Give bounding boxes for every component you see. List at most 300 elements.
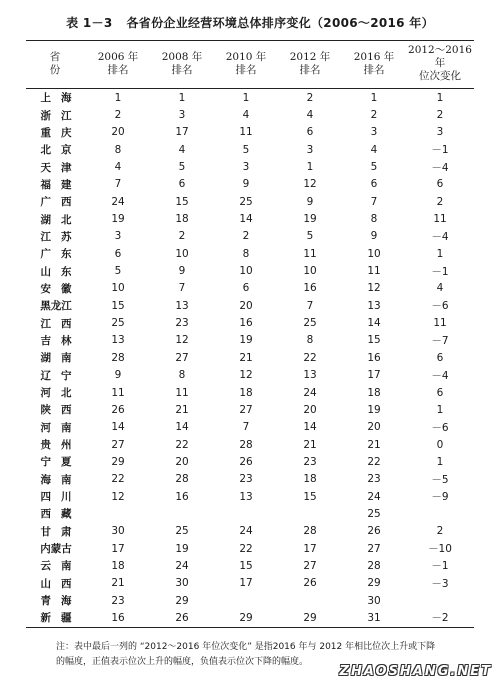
- rank-cell: 15: [111, 299, 125, 312]
- rank-cell: 3: [370, 126, 378, 139]
- rank-cell: 1: [436, 403, 444, 416]
- header-line1: 2010 年: [225, 50, 267, 63]
- rank-cell: 27: [239, 403, 253, 416]
- rank-cell: 6: [436, 351, 444, 364]
- rank-cell: 10: [239, 265, 253, 278]
- province-name: [26, 384, 86, 401]
- rank-cell: －4: [431, 369, 449, 382]
- rank-cell: 7: [370, 195, 378, 208]
- table-title: [0, 14, 500, 31]
- province-name: [26, 176, 86, 193]
- rank-cell: 19: [175, 542, 189, 555]
- rank-cell: 15: [175, 195, 189, 208]
- rank-cell: 2: [178, 230, 186, 243]
- table-row: [26, 124, 474, 141]
- table-row: [26, 297, 474, 314]
- rank-cell: 15: [239, 559, 253, 572]
- rank-cell: 1: [114, 91, 122, 104]
- rank-cell: 13: [367, 299, 381, 312]
- rank-cell: 14: [175, 421, 189, 434]
- rank-cell: 24: [367, 490, 381, 503]
- rank-cell: 23: [367, 473, 381, 486]
- province-label: 浙江: [40, 109, 82, 122]
- header-line1: 2008 年: [161, 50, 203, 63]
- table-row: [26, 141, 474, 158]
- rank-cell: 4: [436, 282, 444, 295]
- table-row: [26, 245, 474, 262]
- rank-cell: 12: [175, 334, 189, 347]
- province-label: 河北: [40, 387, 82, 400]
- province-label: 贵州: [40, 439, 82, 452]
- table-row: [26, 349, 474, 366]
- rank-cell: 22: [175, 438, 189, 451]
- rank-cell: 20: [239, 299, 253, 312]
- rank-cell: 2: [114, 109, 122, 122]
- rank-cell: [278, 505, 342, 522]
- rank-cell: －4: [431, 161, 449, 174]
- rank-cell: 16: [86, 609, 150, 627]
- province-label: 新疆: [40, 612, 82, 625]
- rank-cell: 4: [306, 109, 314, 122]
- rank-cell: 29: [175, 594, 189, 607]
- rank-cell: 4: [242, 109, 250, 122]
- rank-cell: 28: [367, 559, 381, 572]
- rank-cell: 9: [370, 230, 378, 243]
- rank-cell: 3: [436, 126, 444, 139]
- table-row: [26, 488, 474, 505]
- province-label: 广西: [40, 196, 82, 209]
- rank-cell: 8: [370, 213, 378, 226]
- table-row: [26, 453, 474, 470]
- rank-cell: 10: [111, 282, 125, 295]
- footnote-line-2: 的幅度，正值表示位次上升的幅度，负值表示位次下降的幅度。: [56, 657, 309, 667]
- header-line2: 排名: [235, 63, 257, 76]
- rank-cell: 16: [367, 351, 381, 364]
- province-label: 福建: [40, 178, 82, 191]
- province-name: [26, 401, 86, 418]
- header-line2: 排名: [363, 63, 385, 76]
- header-col-4: [278, 41, 342, 89]
- table-row: [26, 540, 474, 557]
- rank-cell: 25: [111, 317, 125, 330]
- rank-cell: 3: [306, 143, 314, 156]
- header-line1: 2012 年: [289, 50, 331, 63]
- table-row: [26, 575, 474, 592]
- rank-cell: 2: [370, 109, 378, 122]
- rank-cell: 1: [436, 247, 444, 260]
- province-label: 山西: [40, 577, 82, 590]
- table-row: [26, 436, 474, 453]
- header-line1: 2012～2016 年: [408, 44, 472, 69]
- rank-cell: 17: [111, 542, 125, 555]
- province-label: 黑龙江: [40, 300, 72, 313]
- rank-cell: 15: [303, 490, 317, 503]
- province-name: [26, 419, 86, 436]
- table-row: [26, 210, 474, 227]
- province-label: 河南: [40, 421, 82, 434]
- rank-cell: 25: [303, 317, 317, 330]
- table-row: [26, 557, 474, 574]
- table-number: 表 1－3: [66, 16, 113, 30]
- header-col-1: [86, 41, 150, 89]
- rank-cell: 11: [367, 265, 381, 278]
- rank-cell: 1: [178, 91, 186, 104]
- rank-cell: 12: [111, 490, 125, 503]
- rank-cell: 6: [436, 178, 444, 191]
- province-label: 湖北: [40, 213, 82, 226]
- rank-cell: 14: [367, 317, 381, 330]
- rank-cell: 13: [239, 490, 253, 503]
- rank-cell: 4: [178, 143, 186, 156]
- rank-cell: －5: [431, 473, 449, 486]
- rank-cell: 24: [111, 195, 125, 208]
- rank-cell: 2: [436, 195, 444, 208]
- rank-cell: 25: [367, 507, 381, 520]
- rank-cell: 17: [239, 577, 253, 590]
- rank-cell: 3: [242, 161, 250, 174]
- table-title-text: 各省份企业经营环境总体排序变化（2006～2016 年）: [126, 16, 434, 30]
- province-name: [26, 367, 86, 384]
- rank-cell: 25: [239, 195, 253, 208]
- rank-cell: 26: [303, 577, 317, 590]
- rank-cell: 5: [306, 230, 314, 243]
- rank-cell: 7: [242, 421, 250, 434]
- rank-cell: 20: [303, 403, 317, 416]
- rank-cell: 22: [239, 542, 253, 555]
- rank-cell: 24: [303, 386, 317, 399]
- rank-cell: 8: [114, 143, 122, 156]
- rank-cell: 29: [111, 455, 125, 468]
- province-name: [26, 314, 86, 331]
- rank-cell: 10: [303, 265, 317, 278]
- rank-cell: 4: [114, 161, 122, 174]
- rank-cell: 6: [436, 386, 444, 399]
- rank-cell: [214, 592, 278, 609]
- rank-cell: 18: [111, 559, 125, 572]
- rank-cell: 20: [111, 126, 125, 139]
- province-name: [26, 471, 86, 488]
- province-name: [26, 540, 86, 557]
- table-row: [26, 609, 474, 627]
- rank-cell: －2: [406, 609, 474, 627]
- rank-cell: －6: [431, 300, 449, 313]
- province-label: 重庆: [40, 126, 82, 139]
- province-label: 广东: [40, 248, 82, 261]
- rank-cell: 28: [239, 438, 253, 451]
- rank-cell: 20: [175, 455, 189, 468]
- rank-cell: 30: [175, 577, 189, 590]
- province-name: [26, 228, 86, 245]
- rank-cell: 9: [242, 178, 250, 191]
- rank-cell: 30: [111, 525, 125, 538]
- rank-cell: 23: [239, 473, 253, 486]
- province-name: [26, 193, 86, 210]
- province-label: 安徽: [40, 282, 82, 295]
- table-row: [26, 176, 474, 193]
- rank-cell: 18: [303, 473, 317, 486]
- header-line1: 2006 年: [97, 50, 139, 63]
- rank-cell: 19: [111, 213, 125, 226]
- rank-cell: 12: [303, 178, 317, 191]
- province-label: 湖南: [40, 352, 82, 365]
- rank-cell: 28: [175, 473, 189, 486]
- footnote-line-1: 注：表中最后一列的 “2012～2016 年位次变化” 是指2016 年与 2012 年相比位次上升或下降: [56, 642, 436, 652]
- rank-cell: 5: [114, 265, 122, 278]
- rank-cell: 22: [367, 455, 381, 468]
- rank-cell: 26: [239, 455, 253, 468]
- rank-cell: 19: [239, 334, 253, 347]
- rank-cell: 10: [367, 247, 381, 260]
- rank-cell: 22: [303, 351, 317, 364]
- province-label: 吉林: [40, 334, 82, 347]
- rank-cell: 11: [303, 247, 317, 260]
- province-name: [26, 210, 86, 227]
- table-row: [26, 384, 474, 401]
- rank-cell: 31: [342, 609, 406, 627]
- table-row: [26, 471, 474, 488]
- province-label: 内蒙古: [40, 543, 72, 556]
- rank-cell: 11: [433, 213, 447, 226]
- rank-cell: 25: [175, 525, 189, 538]
- ranking-table: [26, 40, 474, 628]
- rank-cell: 10: [175, 247, 189, 260]
- province-name: [26, 453, 86, 470]
- rank-cell: [278, 592, 342, 609]
- table-row: [26, 262, 474, 279]
- province-name: [26, 106, 86, 123]
- rank-cell: [406, 505, 474, 522]
- rank-cell: 2: [436, 525, 444, 538]
- province-name: [26, 505, 86, 522]
- rank-cell: 27: [367, 542, 381, 555]
- rank-cell: 21: [303, 438, 317, 451]
- rank-cell: －1: [431, 560, 449, 573]
- province-name: [26, 332, 86, 349]
- rank-cell: 1: [242, 91, 250, 104]
- rank-cell: 6: [306, 126, 314, 139]
- province-label: 甘肃: [40, 525, 82, 538]
- province-label: 西藏: [40, 508, 82, 521]
- rank-cell: 11: [239, 126, 253, 139]
- province-label: 海南: [40, 473, 82, 486]
- rank-cell: [150, 505, 214, 522]
- header-line1: 省 份: [49, 50, 71, 76]
- province-name: [26, 557, 86, 574]
- rank-cell: 21: [175, 403, 189, 416]
- rank-cell: 26: [150, 609, 214, 627]
- rank-cell: [214, 505, 278, 522]
- province-label: 陕西: [40, 404, 82, 417]
- rank-cell: 14: [239, 213, 253, 226]
- rank-cell: 11: [175, 386, 189, 399]
- province-name: [26, 158, 86, 175]
- rank-cell: 29: [367, 577, 381, 590]
- province-name: [26, 124, 86, 141]
- rank-cell: 29: [214, 609, 278, 627]
- rank-cell: －9: [431, 491, 449, 504]
- rank-cell: 27: [111, 438, 125, 451]
- table-row: [26, 280, 474, 297]
- province-name: [26, 141, 86, 158]
- header-line1: 2016 年: [353, 50, 395, 63]
- rank-cell: 3: [114, 230, 122, 243]
- rank-cell: 23: [303, 455, 317, 468]
- table-row: [26, 592, 474, 609]
- province-name: [26, 89, 86, 107]
- rank-cell: 12: [367, 282, 381, 295]
- rank-cell: 16: [239, 317, 253, 330]
- rank-cell: －3: [431, 577, 449, 590]
- rank-cell: 27: [175, 351, 189, 364]
- province-label: 青海: [40, 595, 82, 608]
- rank-cell: 17: [367, 369, 381, 382]
- province-name: [26, 575, 86, 592]
- province-label: 宁夏: [40, 456, 82, 469]
- header-col-2: [150, 41, 214, 89]
- header-row: [26, 41, 474, 89]
- rank-cell: 17: [303, 542, 317, 555]
- province-name: [26, 592, 86, 609]
- watermark-logo: ZHAOSHANG.NET: [339, 664, 492, 679]
- province-name: [26, 280, 86, 297]
- header-col-5: [342, 41, 406, 89]
- province-label: 江苏: [40, 230, 82, 243]
- province-label: 天津: [40, 161, 82, 174]
- header-col-3: [214, 41, 278, 89]
- rank-cell: 5: [178, 161, 186, 174]
- table-row: [26, 106, 474, 123]
- table-body: [26, 89, 474, 628]
- province-label: 山东: [40, 265, 82, 278]
- rank-cell: 7: [178, 282, 186, 295]
- rank-cell: 9: [114, 369, 122, 382]
- rank-cell: 20: [367, 421, 381, 434]
- rank-cell: 6: [242, 282, 250, 295]
- rank-cell: [406, 592, 474, 609]
- table-row: [26, 523, 474, 540]
- province-label: 四川: [40, 491, 82, 504]
- rank-cell: 18: [175, 213, 189, 226]
- header-province: [26, 41, 86, 89]
- table-row: [26, 228, 474, 245]
- header-col-6: [406, 41, 474, 89]
- rank-cell: 30: [367, 594, 381, 607]
- rank-cell: 14: [303, 421, 317, 434]
- rank-cell: －10: [428, 543, 452, 556]
- province-label: 辽宁: [40, 369, 82, 382]
- rank-cell: 2: [242, 230, 250, 243]
- rank-cell: 13: [111, 334, 125, 347]
- rank-cell: 17: [175, 126, 189, 139]
- rank-cell: －4: [431, 230, 449, 243]
- province-name: [26, 297, 86, 314]
- rank-cell: 11: [111, 386, 125, 399]
- header-line2: 排名: [299, 63, 321, 76]
- province-label: 云南: [40, 560, 82, 573]
- rank-cell: 7: [306, 299, 314, 312]
- rank-cell: 0: [436, 438, 444, 451]
- rank-cell: 23: [175, 317, 189, 330]
- rank-cell: 6: [370, 178, 378, 191]
- rank-cell: 5: [242, 143, 250, 156]
- rank-cell: 1: [436, 455, 444, 468]
- province-name: [26, 349, 86, 366]
- rank-cell: 21: [367, 438, 381, 451]
- rank-cell: 22: [111, 473, 125, 486]
- rank-cell: 4: [370, 143, 378, 156]
- rank-cell: 14: [111, 421, 125, 434]
- province-name: [26, 262, 86, 279]
- table-row: [26, 314, 474, 331]
- province-label: 北京: [40, 144, 82, 157]
- rank-cell: 5: [370, 161, 378, 174]
- header-line2: 排名: [107, 63, 129, 76]
- province-label: 上海: [40, 92, 82, 105]
- province-name: [26, 436, 86, 453]
- rank-cell: 13: [175, 299, 189, 312]
- rank-cell: 1: [370, 91, 378, 104]
- rank-cell: 8: [178, 369, 186, 382]
- rank-cell: 26: [111, 403, 125, 416]
- rank-cell: 2: [306, 91, 314, 104]
- rank-cell: 2: [436, 109, 444, 122]
- ranking-table-container: [26, 40, 474, 628]
- rank-cell: 11: [433, 317, 447, 330]
- header-line2: 排名: [171, 63, 193, 76]
- rank-cell: 18: [239, 386, 253, 399]
- rank-cell: 13: [303, 369, 317, 382]
- table-row: [26, 89, 474, 107]
- rank-cell: 19: [367, 403, 381, 416]
- table-row: [26, 332, 474, 349]
- rank-cell: 19: [303, 213, 317, 226]
- table-row: [26, 158, 474, 175]
- rank-cell: 8: [242, 247, 250, 260]
- rank-cell: 21: [111, 577, 125, 590]
- rank-cell: 26: [367, 525, 381, 538]
- header-line2: 位次变化: [419, 70, 461, 82]
- rank-cell: 21: [239, 351, 253, 364]
- rank-cell: 9: [178, 265, 186, 278]
- rank-cell: [86, 505, 150, 522]
- rank-cell: 7: [114, 178, 122, 191]
- table-row: [26, 419, 474, 436]
- table-row: [26, 401, 474, 418]
- province-name: [26, 523, 86, 540]
- rank-cell: 27: [303, 559, 317, 572]
- rank-cell: －1: [431, 265, 449, 278]
- rank-cell: 15: [367, 334, 381, 347]
- rank-cell: 16: [175, 490, 189, 503]
- rank-cell: 16: [303, 282, 317, 295]
- rank-cell: 8: [306, 334, 314, 347]
- province-name: [26, 245, 86, 262]
- table-row: [26, 505, 474, 522]
- rank-cell: 23: [111, 594, 125, 607]
- rank-cell: 1: [436, 91, 444, 104]
- rank-cell: －6: [431, 421, 449, 434]
- province-name: [26, 488, 86, 505]
- rank-cell: 6: [114, 247, 122, 260]
- rank-cell: 29: [278, 609, 342, 627]
- rank-cell: 24: [175, 559, 189, 572]
- table-row: [26, 193, 474, 210]
- rank-cell: 1: [306, 161, 314, 174]
- rank-cell: －1: [431, 144, 449, 157]
- province-label: 江西: [40, 317, 82, 330]
- rank-cell: 28: [303, 525, 317, 538]
- rank-cell: 28: [111, 351, 125, 364]
